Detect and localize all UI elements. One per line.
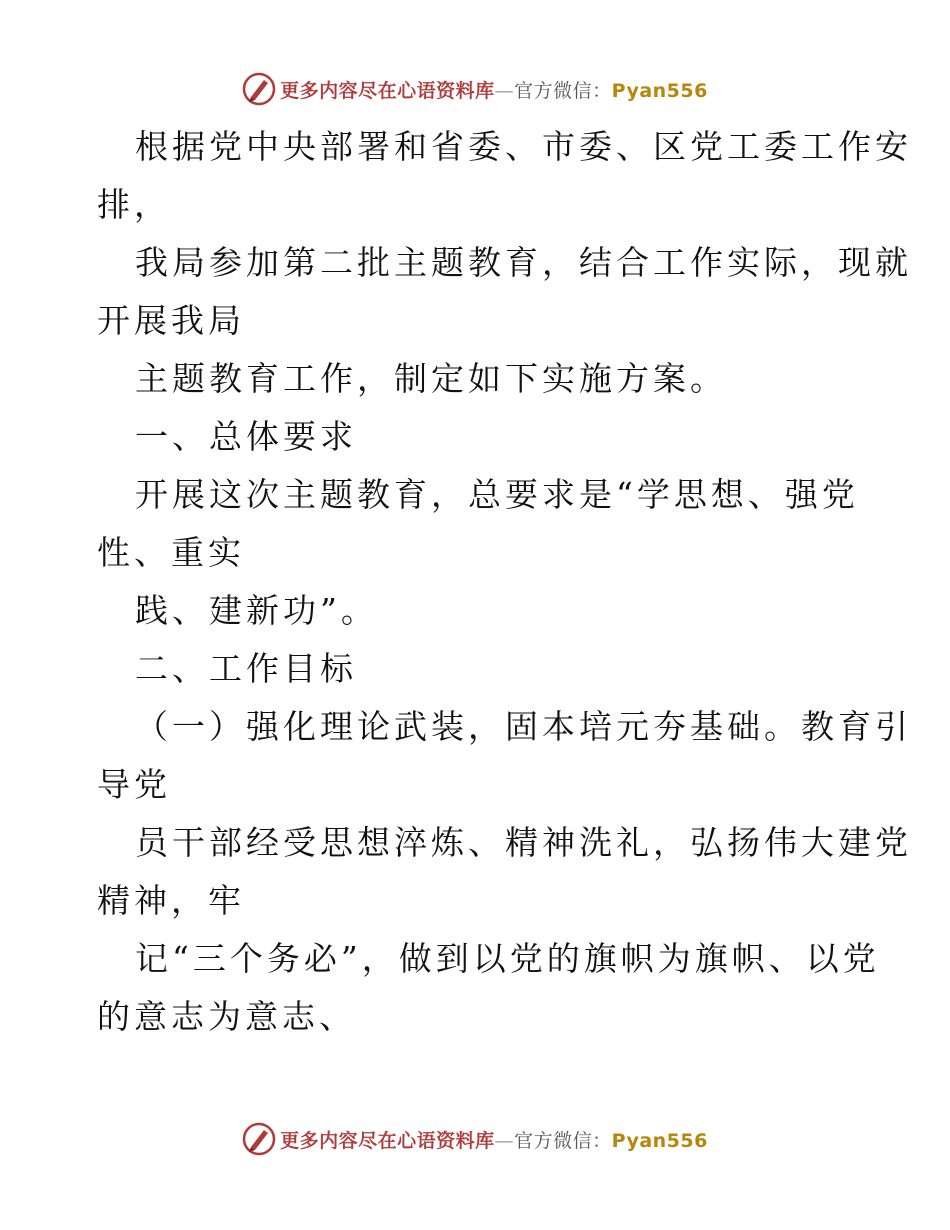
watermark-suffix: 官方微信： <box>514 79 612 102</box>
watermark-main: 更多内容尽在心语资料库 <box>280 1129 495 1152</box>
watermark-wechat-id: Pyan556 <box>611 79 708 102</box>
body-line: （一）强化理论武装，固本培元夯基础。教育引 <box>135 707 912 746</box>
watermark-suffix: 官方微信： <box>514 1129 612 1152</box>
footer-watermark-banner <box>0 1121 950 1157</box>
watermark-wechat-id: Pyan556 <box>611 1129 708 1152</box>
body-line: 记“三个务必”，做到以党的旗帜为旗帜、以党 <box>135 939 880 978</box>
header-watermark-banner <box>0 71 950 107</box>
body-line: 性、重实 <box>97 533 245 572</box>
body-line: 排， <box>97 185 171 224</box>
body-line: 的意志为意志、 <box>97 997 356 1036</box>
section-heading: 二、工作目标 <box>135 649 357 688</box>
watermark-text <box>280 76 708 103</box>
body-line: 开展这次主题教育，总要求是“学思想、强党 <box>135 475 859 514</box>
body-line: 精神，牢 <box>97 881 245 920</box>
watermark-text <box>280 1126 708 1153</box>
watermark-separator: — <box>494 79 515 102</box>
body-line: 导党 <box>97 765 171 804</box>
pen-logo-icon <box>242 72 276 106</box>
body-line: 开展我局 <box>97 301 245 340</box>
watermark-separator: — <box>494 1129 515 1152</box>
body-line: 践、建新功”。 <box>135 591 378 630</box>
body-line: 我局参加第二批主题教育，结合工作实际，现就 <box>135 243 912 282</box>
body-line: 主题教育工作，制定如下实施方案。 <box>135 359 727 398</box>
document-body <box>97 118 912 1046</box>
body-line: 员干部经受思想淬炼、精神洗礼，弘扬伟大建党 <box>135 823 912 862</box>
body-line: 根据党中央部署和省委、市委、区党工委工作安 <box>135 127 912 166</box>
section-heading: 一、总体要求 <box>135 417 357 456</box>
watermark-main: 更多内容尽在心语资料库 <box>280 79 495 102</box>
pen-logo-icon <box>242 1122 276 1156</box>
